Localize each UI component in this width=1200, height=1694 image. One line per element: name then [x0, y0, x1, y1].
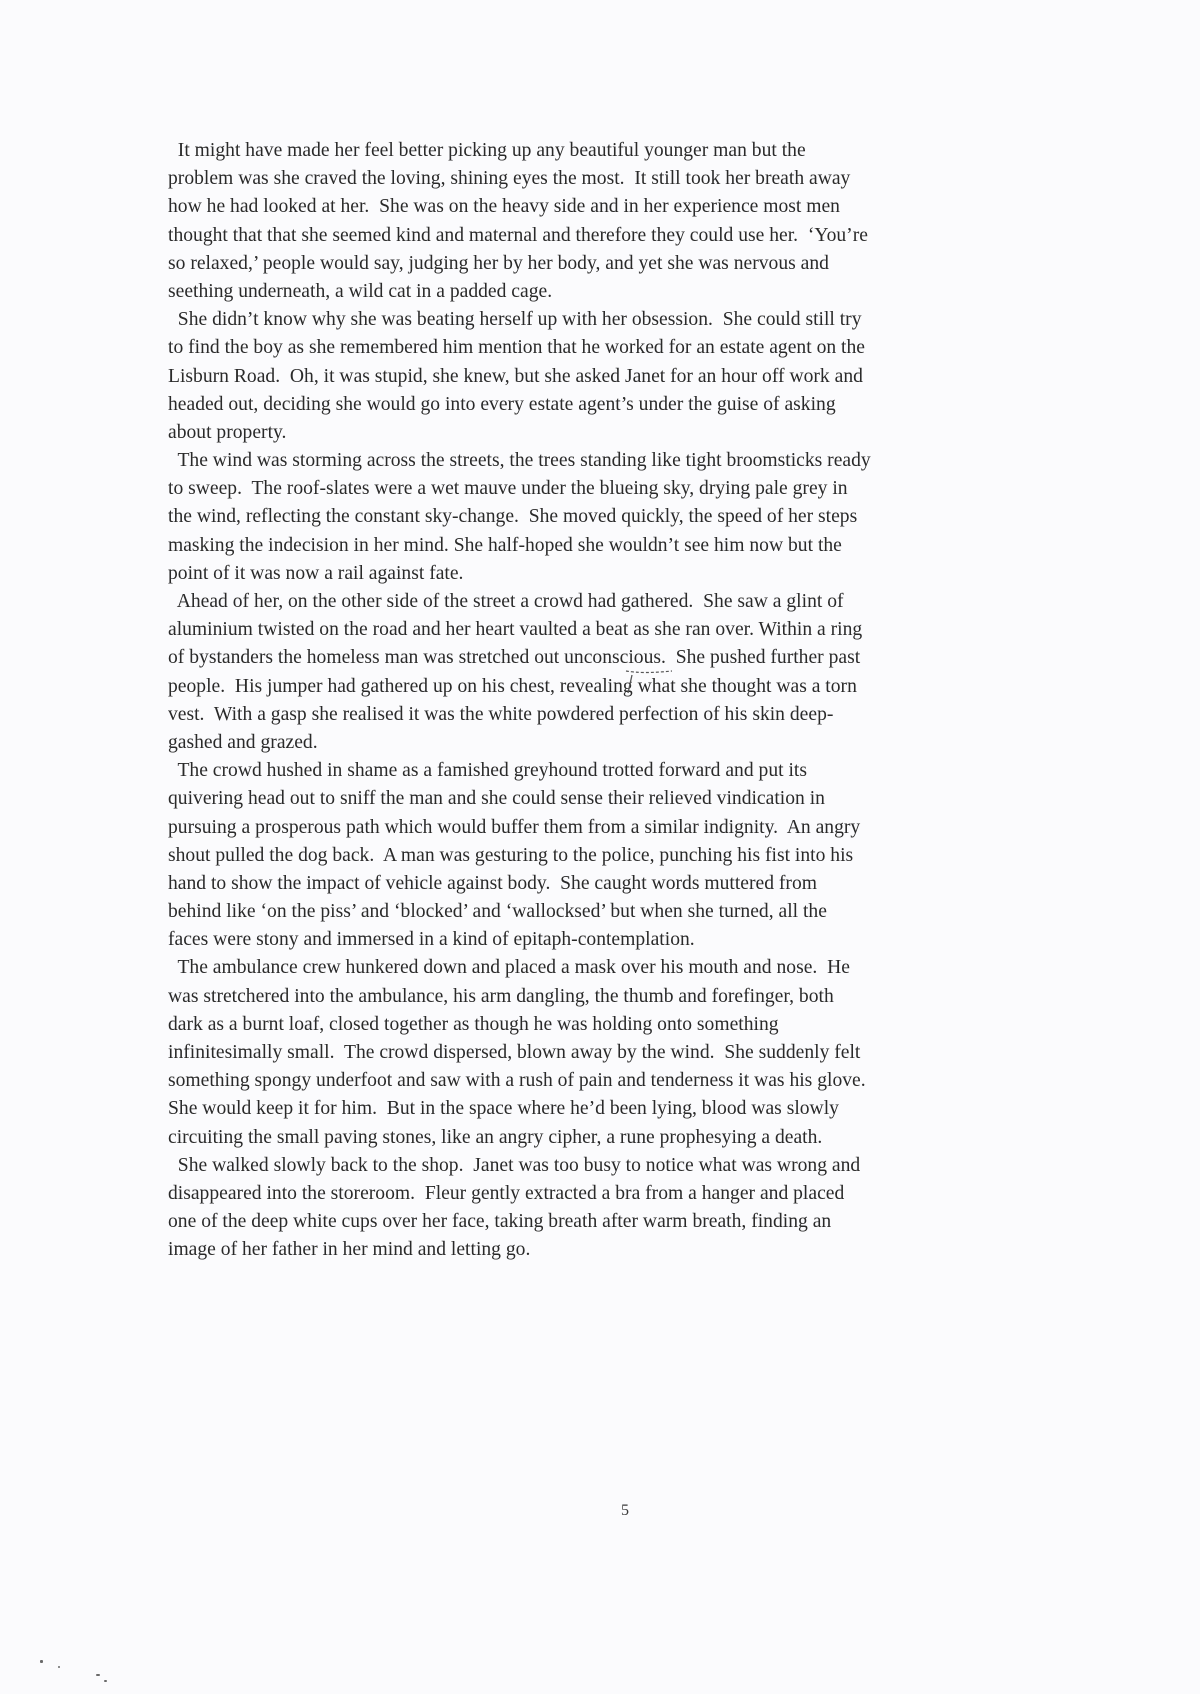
text-line: circuiting the small paving stones, like an angry cipher, a rune prophesying a death.	[168, 1126, 823, 1148]
text-line: infinitesimally small. The crowd dispersed, blown away by the wind. She suddenly felt	[168, 1042, 861, 1063]
text-line: faces were stony and immersed in a kind of epitaph-contemplation.	[168, 929, 695, 951]
text-line: how he had looked at her. She was on the heavy side and in her experience most men	[168, 196, 840, 218]
text-line: so relaxed,’ people would say, judging her by her body, and yet she was nervous and	[168, 252, 829, 274]
text-line: Ahead of her, on the other side of the street a crowd had gathered. She saw a glint of	[168, 591, 844, 612]
text-line: about property.	[168, 421, 287, 443]
text-line: The ambulance crew hunkered down and placed a mask over his mouth and nose. He	[168, 957, 850, 979]
text-line: She walked slowly back to the shop. Janet was too busy to notice what was wrong and	[168, 1154, 861, 1176]
text-line: aluminium twisted on the road and her heart vaulted a beat as she ran over. Within a ring	[168, 619, 863, 641]
text-line: pursuing a prosperous path which would buffer them from a similar indignity. An angry	[168, 816, 861, 838]
text-line: Lisburn Road. Oh, it was stupid, she knew, but she asked Janet for an hour off work and	[168, 365, 863, 387]
text-line: one of the deep white cups over her face, taking breath after warm breath, finding an	[168, 1211, 832, 1233]
text-line: point of it was now a rail against fate.	[168, 562, 464, 584]
text-line: the wind, reflecting the constant sky-change. She moved quickly, the speed of her steps	[168, 506, 858, 528]
page-number: 5	[621, 1502, 629, 1519]
body-text	[168, 137, 1048, 1265]
text-line: people. His jumper had gathered up on his chest, revealing what she thought was a torn	[168, 675, 857, 697]
text-line: to find the boy as she remembered him mention that he worked for an estate agent on the	[168, 337, 865, 359]
scan-speck	[58, 1666, 60, 1668]
scan-speck	[96, 1674, 100, 1676]
text-line: gashed and grazed.	[168, 731, 318, 753]
text-line: The crowd hushed in shame as a famished greyhound trotted forward and put its	[168, 760, 807, 782]
text-line: quivering head out to sniff the man and she could sense their relieved vindication in	[168, 788, 825, 810]
text-line: vest. With a gasp she realised it was the white powdered perfection of his skin deep-	[168, 703, 834, 725]
text-line: masking the indecision in her mind. She half-hoped she wouldn’t see him now but the	[168, 534, 842, 556]
text-line: It might have made her feel better picking up any beautiful younger man but the	[168, 140, 806, 161]
text-line: disappeared into the storeroom. Fleur gently extracted a bra from a hanger and placed	[168, 1182, 845, 1204]
text-line: The wind was storming across the streets, the trees standing like tight broomsticks ready	[168, 450, 871, 472]
text-line: dark as a burnt loaf, closed together as though he was holding onto something	[168, 1013, 779, 1035]
text-line: image of her father in her mind and letting go.	[168, 1239, 531, 1261]
text-line: to sweep. The roof-slates were a wet mauve under the blueing sky, drying pale grey in	[168, 478, 848, 500]
text-line: something spongy underfoot and saw with a rush of pain and tenderness it was his glove.	[168, 1070, 866, 1092]
text-line: She didn’t know why she was beating herself up with her obsession. She could still try	[168, 309, 862, 331]
text-line: headed out, deciding she would go into every estate agent’s under the guise of asking	[168, 393, 836, 415]
text-line: behind like ‘on the piss’ and ‘blocked’ and ‘wallocksed’ but when she turned, all the	[168, 901, 827, 923]
scan-speck	[40, 1660, 43, 1663]
text-line: seething underneath, a wild cat in a padded cage.	[168, 280, 553, 302]
text-line: hand to show the impact of vehicle against body. She caught words muttered from	[168, 872, 817, 894]
text-line: She would keep it for him. But in the space where he’d been lying, blood was slowly	[168, 1098, 839, 1120]
text-line: of bystanders the homeless man was stretched out unconscious. She pushed further past	[168, 647, 861, 669]
text-line: thought that that she seemed kind and maternal and therefore they could use her. ‘You’re	[168, 224, 868, 246]
text-line: problem was she craved the loving, shining eyes the most. It still took her breath away	[168, 168, 851, 190]
text-line: was stretchered into the ambulance, his arm dangling, the thumb and forefinger, both	[168, 985, 834, 1007]
text-line: shout pulled the dog back. A man was gesturing to the police, punching his fist into his	[168, 844, 854, 866]
handwritten-edit-mark	[624, 669, 674, 695]
scan-speck	[104, 1680, 107, 1682]
